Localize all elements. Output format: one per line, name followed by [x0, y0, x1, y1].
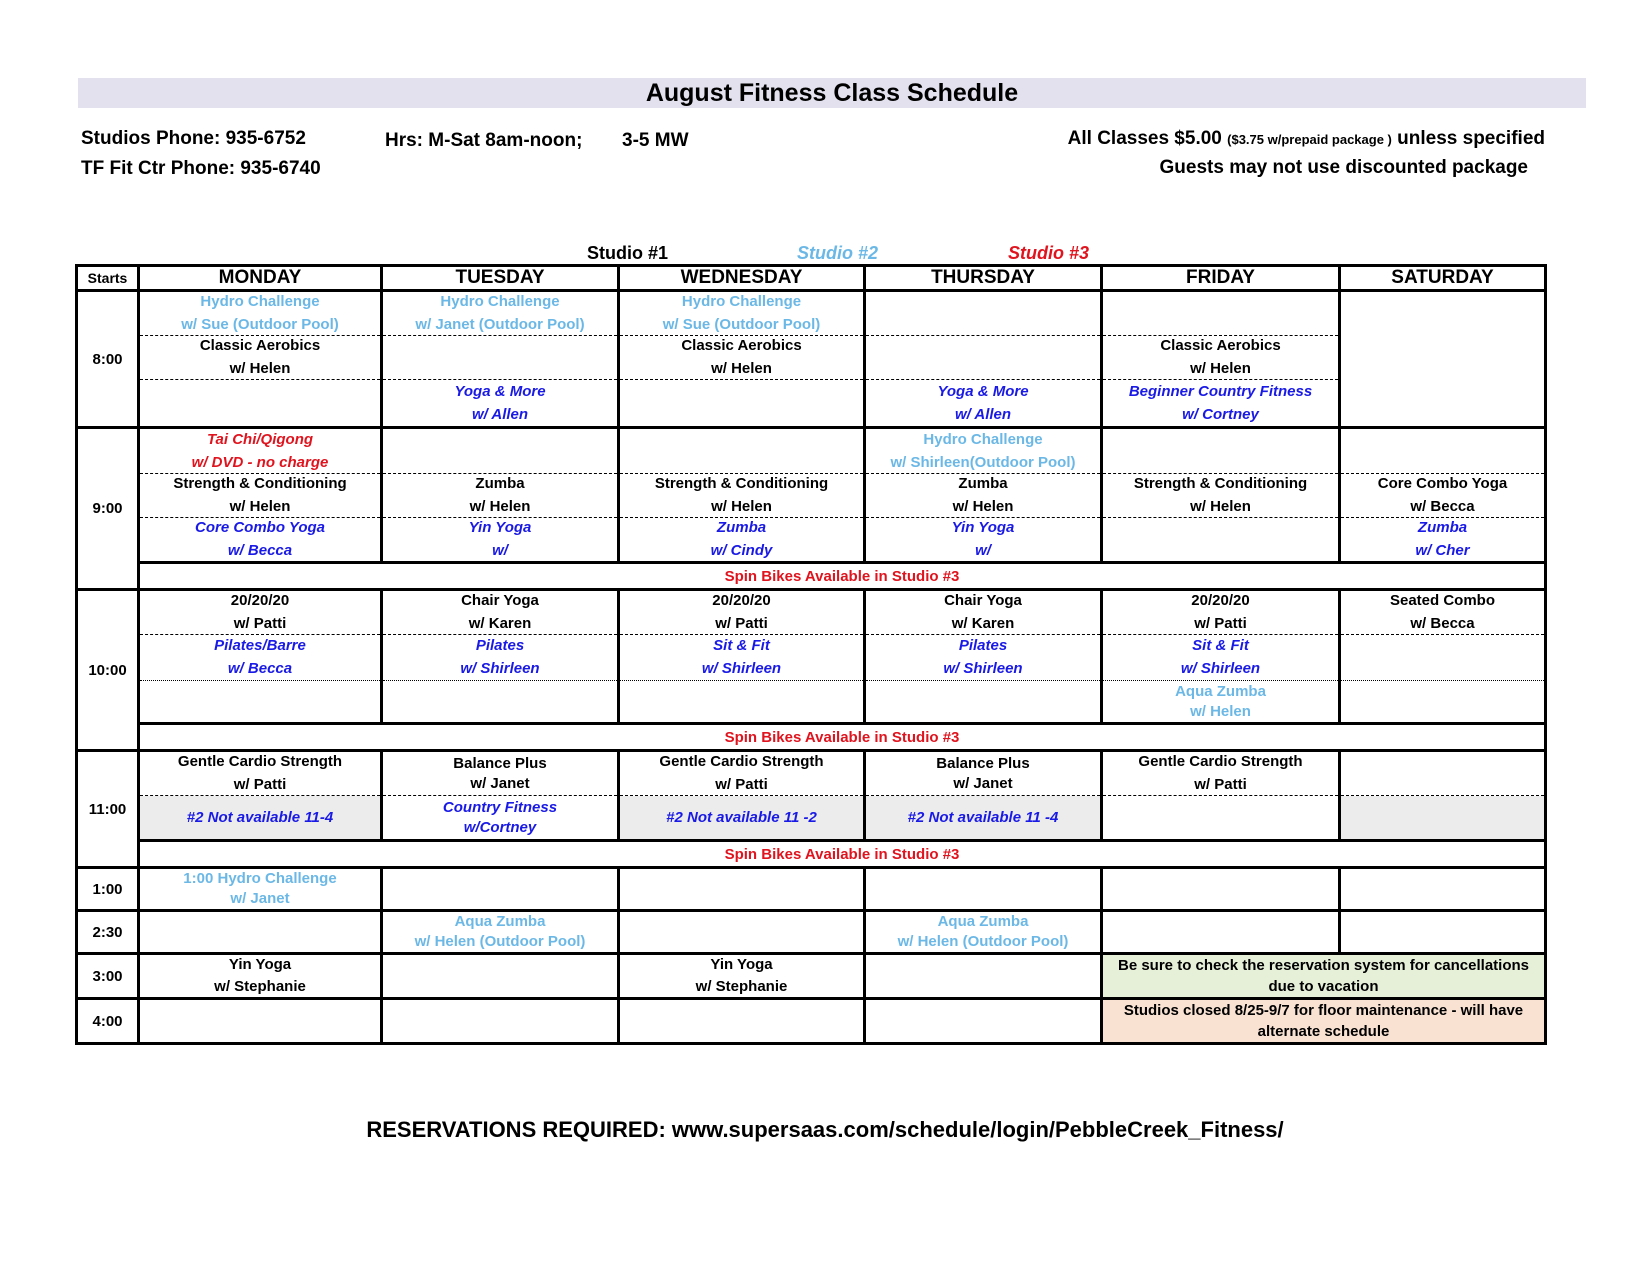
class-title: Classic Aerobics — [199, 337, 321, 354]
class-title: Gentle Cardio Strength — [177, 753, 343, 770]
class-title: Aqua Zumba — [454, 913, 546, 930]
col-monday: MONDAY — [139, 266, 382, 291]
col-wednesday: WEDNESDAY — [619, 266, 865, 291]
price-info — [1068, 128, 1545, 150]
row-3-00 — [77, 954, 1546, 999]
class-cell — [382, 590, 619, 635]
class-instructor: w/ Janet — [470, 774, 530, 792]
class-title: Zumba — [1417, 519, 1468, 536]
class-instructor: w/ — [975, 542, 991, 559]
empty-cell — [139, 681, 382, 724]
class-instructor: w/ Helen — [711, 360, 772, 377]
guests-note: Guests may not use discounted package — [1159, 157, 1528, 178]
legend-studio-2: Studio #2 — [797, 243, 879, 263]
empty-cell — [382, 999, 619, 1044]
class-instructor: w/ Patti — [1194, 776, 1247, 793]
class-instructor: w/ Janet — [953, 774, 1013, 792]
empty-cell — [1340, 428, 1546, 474]
class-cell — [1102, 380, 1340, 428]
class-title: Yoga & More — [937, 382, 1029, 400]
tf-fit-center-phone: TF Fit Ctr Phone: 935-6740 — [81, 158, 321, 179]
class-instructor: w/ Allen — [471, 405, 529, 423]
spin-row — [77, 724, 1546, 751]
class-title: Balance Plus — [936, 754, 1030, 772]
class-instructor: w/ Helen — [1190, 360, 1251, 377]
class-title: Classic Aerobics — [681, 337, 802, 354]
class-instructor: w/ Patti — [233, 615, 287, 632]
col-thursday: THURSDAY — [865, 266, 1102, 291]
class-instructor: w/ Becca — [227, 542, 293, 559]
col-tuesday: TUESDAY — [382, 266, 619, 291]
schedule-table — [75, 264, 1547, 1045]
class-cell — [139, 428, 382, 474]
class-cell — [865, 380, 1102, 428]
empty-cell — [1102, 518, 1340, 563]
class-title: Zumba — [475, 475, 525, 492]
note-text: #2 Not available 11 -2 — [666, 808, 817, 826]
class-cell — [865, 911, 1102, 954]
time-label: 2:30 — [77, 911, 139, 954]
class-title: Pilates — [958, 637, 1008, 654]
class-cell — [619, 518, 865, 563]
class-title: Strength & Conditioning — [173, 475, 347, 492]
studios-phone: Studios Phone: 935-6752 — [81, 128, 306, 149]
class-cell — [865, 635, 1102, 681]
class-title: Yin Yoga — [710, 956, 773, 973]
class-title: Sit & Fit — [713, 637, 770, 654]
class-title: Chair Yoga — [461, 592, 539, 609]
class-title: Core Combo Yoga — [194, 519, 325, 536]
class-title: Zumba — [716, 519, 767, 536]
class-cell — [382, 751, 619, 796]
empty-cell — [619, 428, 865, 474]
class-title: Zumba — [958, 475, 1008, 492]
empty-cell — [1340, 911, 1546, 954]
empty-cell — [865, 868, 1102, 911]
empty-cell — [865, 999, 1102, 1044]
class-title: Country Fitness — [442, 798, 558, 816]
class-title: Yin Yoga — [468, 519, 532, 536]
class-instructor: w/ Stephanie — [214, 978, 306, 995]
class-instructor: w/ Helen — [469, 498, 531, 515]
studio-unavailable-note — [619, 796, 865, 841]
row-10-00-b — [77, 635, 1546, 681]
empty-cell — [1102, 868, 1340, 911]
empty-cell — [1340, 681, 1546, 724]
class-instructor: w/ Patti — [715, 776, 768, 793]
class-title: Beginner Country Fitness — [1128, 382, 1313, 400]
studio-unavailable-note — [865, 796, 1102, 841]
class-title: Pilates — [475, 637, 525, 654]
time-label: 3:00 — [77, 954, 139, 999]
class-instructor: w/ Shirleen — [460, 660, 540, 677]
class-cell — [619, 474, 865, 518]
empty-cell — [865, 681, 1102, 724]
empty-cell — [865, 336, 1102, 380]
class-cell — [1102, 681, 1340, 724]
spin-bikes-banner: Spin Bikes Available in Studio #3 — [139, 841, 1546, 868]
class-instructor: w/ Becca — [1410, 615, 1475, 632]
class-instructor: w/ Helen — [229, 360, 291, 377]
row-9-00-a — [77, 428, 1546, 474]
empty-cell — [1102, 291, 1340, 336]
class-cell — [1102, 590, 1340, 635]
class-title: Yin Yoga — [228, 956, 292, 973]
empty-cell — [865, 954, 1102, 999]
row-10-00-c — [77, 681, 1546, 724]
class-title: Sit & Fit — [1192, 637, 1249, 654]
spin-bikes-banner: Spin Bikes Available in Studio #3 — [139, 563, 1546, 590]
row-11-00-b — [77, 796, 1546, 841]
row-10-00-a — [77, 590, 1546, 635]
empty-cell — [1102, 796, 1340, 841]
page-title: August Fitness Class Schedule — [78, 78, 1586, 108]
class-cell — [382, 518, 619, 563]
studio-unavailable-note — [139, 796, 382, 841]
class-cell — [619, 336, 865, 380]
class-cell — [1102, 474, 1340, 518]
class-title: Yoga & More — [454, 382, 546, 400]
class-title: Classic Aerobics — [1160, 337, 1281, 354]
class-cell — [139, 635, 382, 681]
class-cell — [619, 635, 865, 681]
class-cell — [139, 336, 382, 380]
empty-cell — [1102, 428, 1340, 474]
class-title: Tai Chi/Qigong — [206, 430, 314, 448]
legend-studio-3: Studio #3 — [1008, 243, 1090, 263]
class-cell — [1340, 590, 1546, 635]
empty-cell — [1340, 796, 1546, 841]
class-title: Yin Yoga — [951, 519, 1015, 536]
class-instructor: w/Cortney — [463, 818, 537, 836]
empty-cell — [619, 911, 865, 954]
class-instructor: w/ Janet — [230, 890, 290, 907]
class-title: Hydro Challenge — [440, 293, 560, 310]
class-instructor: w/ Helen — [1190, 498, 1251, 515]
class-instructor: w/ Patti — [1194, 615, 1247, 632]
class-cell — [139, 954, 382, 999]
class-instructor: w/ Sue (Outdoor Pool) — [662, 316, 821, 333]
class-instructor: w/ Becca — [1410, 498, 1475, 515]
class-instructor: w/ Patti — [233, 776, 287, 793]
class-cell — [619, 751, 865, 796]
class-cell — [865, 518, 1102, 563]
empty-cell — [619, 999, 865, 1044]
row-11-00-a — [77, 751, 1546, 796]
class-title: 20/20/20 — [1191, 592, 1250, 609]
empty-cell — [382, 868, 619, 911]
price-main: All Classes $5.00 — [1067, 128, 1222, 149]
time-label: 1:00 — [77, 868, 139, 911]
empty-cell — [619, 380, 865, 428]
col-saturday: SATURDAY — [1340, 266, 1546, 291]
row-4-00 — [77, 999, 1546, 1044]
note-text: #2 Not available 11 -4 — [907, 808, 1059, 826]
studios-closed-note: Studios closed 8/25-9/7 for floor maintenance - will have alternate schedule — [1102, 999, 1546, 1044]
empty-cell — [382, 428, 619, 474]
legend-studio-1: Studio #1 — [587, 243, 669, 263]
reservations-footer: RESERVATIONS REQUIRED: www.supersaas.com/schedule/login/PebbleCreek_Fitness/ — [366, 1117, 1284, 1142]
spin-row — [77, 563, 1546, 590]
class-cell — [1102, 336, 1340, 380]
class-title: Aqua Zumba — [1175, 682, 1266, 700]
row-1-00 — [77, 868, 1546, 911]
empty-cell — [1340, 635, 1546, 681]
class-instructor: w/ Helen (Outdoor Pool) — [897, 933, 1069, 950]
row-8-00-b — [77, 336, 1546, 380]
note-text: #2 Not available 11-4 — [186, 808, 334, 826]
empty-cell — [619, 681, 865, 724]
class-cell — [139, 751, 382, 796]
class-cell — [865, 474, 1102, 518]
class-cell — [382, 380, 619, 428]
class-title: Gentle Cardio Strength — [1138, 753, 1303, 770]
class-title: Seated Combo — [1389, 592, 1495, 609]
class-cell — [382, 635, 619, 681]
empty-cell — [139, 999, 382, 1044]
class-instructor: w/ Shirleen — [701, 660, 782, 677]
class-cell — [382, 291, 619, 336]
class-title: Strength & Conditioning — [654, 475, 829, 492]
empty-cell — [382, 954, 619, 999]
class-title: 20/20/20 — [712, 592, 771, 609]
class-title: Hydro Challenge — [681, 293, 802, 310]
empty-cell — [1102, 911, 1340, 954]
reservation-note: Be sure to check the reservation system for cancellations due to vacation — [1102, 954, 1546, 999]
class-instructor: w/ Allen — [954, 405, 1012, 423]
price-prepaid: ($3.75 w/prepaid package ) — [1227, 132, 1392, 147]
class-title: Aqua Zumba — [937, 913, 1029, 930]
price-tail: unless specified — [1397, 128, 1545, 149]
class-instructor: w/ Helen — [952, 498, 1014, 515]
class-instructor: w/ — [492, 542, 508, 559]
class-instructor: w/ Patti — [715, 615, 768, 632]
class-cell — [865, 428, 1102, 474]
class-cell — [139, 518, 382, 563]
class-cell — [139, 590, 382, 635]
class-instructor: w/ Shirleen — [1180, 660, 1261, 677]
empty-cell — [1340, 751, 1546, 796]
empty-cell — [1340, 291, 1546, 428]
empty-cell — [1340, 868, 1546, 911]
class-instructor: w/ Karen — [951, 615, 1015, 632]
time-label: 9:00 — [77, 428, 139, 590]
empty-cell — [139, 911, 382, 954]
class-instructor: w/ DVD - no charge — [191, 453, 329, 471]
class-instructor: w/ Janet (Outdoor Pool) — [415, 316, 585, 333]
col-starts: Starts — [77, 266, 139, 291]
class-instructor: w/ Cher — [1415, 542, 1470, 559]
class-title: Hydro Challenge — [200, 293, 320, 310]
class-title: Core Combo Yoga — [1377, 475, 1508, 492]
class-instructor: w/ Karen — [468, 615, 532, 632]
time-label: 10:00 — [77, 590, 139, 751]
class-cell — [619, 291, 865, 336]
class-title: 20/20/20 — [230, 592, 290, 609]
empty-cell — [865, 291, 1102, 336]
row-8-00-a — [77, 291, 1546, 336]
class-title: Hydro Challenge — [923, 430, 1043, 448]
time-label: 8:00 — [77, 291, 139, 428]
class-title: Gentle Cardio Strength — [659, 753, 824, 770]
class-instructor: w/ Helen — [711, 498, 772, 515]
class-instructor: w/ Cindy — [710, 542, 773, 559]
class-instructor: w/ Cortney — [1182, 405, 1259, 423]
class-title: 1:00 Hydro Challenge — [183, 870, 337, 887]
class-cell — [619, 954, 865, 999]
class-cell — [382, 474, 619, 518]
class-cell — [865, 590, 1102, 635]
row-9-00-b — [77, 474, 1546, 518]
col-friday: FRIDAY — [1102, 266, 1340, 291]
empty-cell — [139, 380, 382, 428]
class-title: Pilates/Barre — [214, 637, 306, 654]
class-cell — [382, 911, 619, 954]
class-instructor: w/ Helen — [229, 498, 291, 515]
hours: Hrs: M-Sat 8am-noon; — [385, 130, 583, 151]
class-title: Strength & Conditioning — [1133, 475, 1308, 492]
time-label: 11:00 — [77, 751, 139, 868]
class-instructor: w/ Sue (Outdoor Pool) — [181, 316, 339, 333]
spin-bikes-banner: Spin Bikes Available in Studio #3 — [139, 724, 1546, 751]
hours-mw: 3-5 MW — [622, 130, 689, 151]
row-2-30 — [77, 911, 1546, 954]
header-row — [77, 266, 1546, 291]
class-cell — [139, 291, 382, 336]
time-label: 4:00 — [77, 999, 139, 1044]
class-cell — [619, 590, 865, 635]
class-cell — [1340, 518, 1546, 563]
class-title: Chair Yoga — [944, 592, 1022, 609]
row-9-00-c — [77, 518, 1546, 563]
row-8-00-c — [77, 380, 1546, 428]
spin-row — [77, 841, 1546, 868]
class-title: Balance Plus — [453, 754, 547, 772]
class-instructor: w/ Becca — [227, 660, 293, 677]
class-cell — [1102, 751, 1340, 796]
class-cell — [139, 474, 382, 518]
class-instructor: w/ Stephanie — [695, 978, 788, 995]
empty-cell — [382, 681, 619, 724]
empty-cell — [619, 868, 865, 911]
class-instructor: w/ Helen (Outdoor Pool) — [414, 933, 586, 950]
class-instructor: w/ Shirleen — [943, 660, 1023, 677]
class-instructor: w/ Shirleen(Outdoor Pool) — [890, 453, 1076, 471]
class-cell — [865, 751, 1102, 796]
class-cell — [1340, 474, 1546, 518]
class-instructor: w/ Helen — [1190, 702, 1251, 720]
class-cell — [382, 796, 619, 841]
empty-cell — [382, 336, 619, 380]
class-cell — [1102, 635, 1340, 681]
class-cell — [139, 868, 382, 911]
